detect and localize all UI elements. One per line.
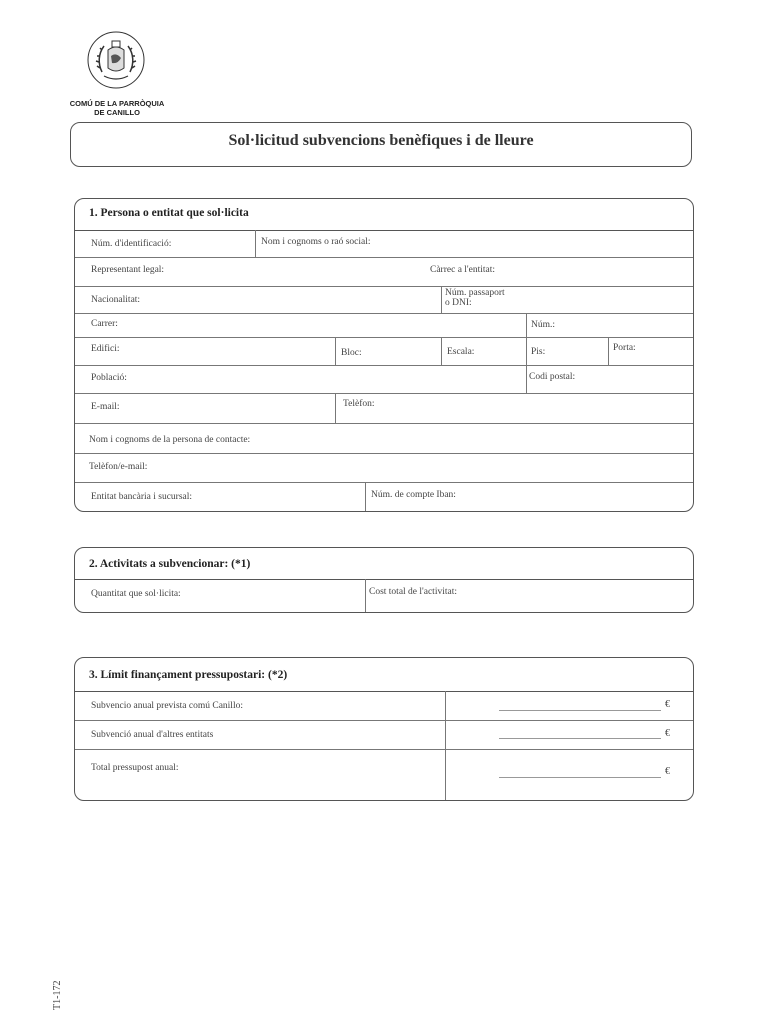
section-1-header bbox=[75, 199, 693, 231]
divider bbox=[441, 337, 442, 365]
row-nacionalitat bbox=[75, 286, 693, 314]
divider bbox=[365, 579, 366, 613]
passaport-label-1: Núm. passaport bbox=[445, 288, 505, 298]
divider bbox=[255, 230, 256, 257]
divider bbox=[526, 337, 527, 365]
section-2-header bbox=[75, 548, 693, 580]
field-escala[interactable]: Escala: bbox=[447, 347, 475, 357]
field-persona-contacte[interactable]: Nom i cognoms de la persona de contacte: bbox=[89, 435, 251, 445]
field-telefon-email[interactable]: Telèfon/e-mail: bbox=[89, 462, 148, 472]
form-title: Sol·licitud subvencions benèfiques i de lleure bbox=[228, 132, 534, 149]
divider bbox=[335, 393, 336, 423]
row-carrer bbox=[75, 313, 693, 338]
section-1-heading: 1. Persona o entitat que sol·licita bbox=[89, 207, 249, 219]
field-poblacio[interactable]: Població: bbox=[91, 373, 127, 383]
row-quantitat bbox=[75, 579, 693, 613]
divider bbox=[445, 720, 446, 749]
section-2-heading: 2. Activitats a subvencionar: (*1) bbox=[89, 558, 251, 570]
currency-1: € bbox=[665, 699, 670, 710]
section-3-header bbox=[75, 658, 693, 692]
title-box bbox=[70, 122, 692, 167]
row-subvencio-altres bbox=[75, 720, 693, 750]
amount-line-3[interactable] bbox=[499, 777, 661, 778]
section-3-heading: 3. Límit finançament pressupostari: (*2) bbox=[89, 669, 288, 681]
divider bbox=[335, 337, 336, 365]
divider bbox=[441, 286, 442, 313]
org-line-2: DE CANILLO bbox=[94, 107, 140, 117]
row-representant bbox=[75, 257, 693, 287]
currency-3: € bbox=[665, 766, 670, 777]
field-email[interactable]: E-mail: bbox=[91, 402, 120, 412]
row-contacte bbox=[75, 423, 693, 454]
currency-2: € bbox=[665, 728, 670, 739]
divider bbox=[608, 337, 609, 365]
organization-name bbox=[62, 100, 172, 117]
field-representant-legal[interactable]: Representant legal: bbox=[91, 265, 165, 275]
field-subvencio-comu: Subvencio anual prevista comú Canillo: bbox=[91, 701, 243, 711]
passaport-label-2: o DNI: bbox=[445, 298, 472, 308]
field-telefon[interactable]: Telèfon: bbox=[343, 399, 375, 409]
divider bbox=[365, 482, 366, 512]
form-code: T1-172 bbox=[52, 980, 63, 1010]
field-passaport-dni[interactable] bbox=[445, 288, 505, 308]
field-num-identificacio[interactable]: Núm. d'identificació: bbox=[91, 239, 172, 249]
field-porta[interactable]: Porta: bbox=[613, 343, 636, 353]
row-identification bbox=[75, 230, 693, 258]
field-quantitat[interactable]: Quantitat que sol·licita: bbox=[91, 589, 181, 599]
field-cost-total[interactable]: Cost total de l'activitat: bbox=[369, 587, 457, 597]
parish-seal-logo bbox=[86, 30, 146, 90]
field-edifici[interactable]: Edifici: bbox=[91, 344, 120, 354]
field-nom-cognoms[interactable]: Nom i cognoms o raó social: bbox=[261, 237, 371, 247]
row-banc bbox=[75, 482, 693, 512]
row-total-pressupost bbox=[75, 749, 693, 801]
divider bbox=[526, 313, 527, 337]
field-num[interactable]: Núm.: bbox=[531, 320, 556, 330]
row-poblacio bbox=[75, 365, 693, 394]
field-total-pressupost: Total pressupost anual: bbox=[91, 763, 179, 773]
section-applicant bbox=[74, 198, 694, 512]
field-pis[interactable]: Pis: bbox=[531, 347, 546, 357]
field-subvencio-altres: Subvenció anual d'altres entitats bbox=[91, 730, 214, 740]
field-nacionalitat[interactable]: Nacionalitat: bbox=[91, 295, 141, 305]
divider bbox=[445, 691, 446, 720]
section-activities bbox=[74, 547, 694, 613]
field-entitat-bancaria[interactable]: Entitat bancària i sucursal: bbox=[91, 492, 193, 502]
divider bbox=[526, 365, 527, 393]
field-compte-iban[interactable]: Núm. de compte Iban: bbox=[371, 490, 456, 500]
amount-line-1[interactable] bbox=[499, 710, 661, 711]
row-edifici bbox=[75, 337, 693, 366]
amount-line-2[interactable] bbox=[499, 738, 661, 739]
row-email bbox=[75, 393, 693, 424]
section-budget bbox=[74, 657, 694, 801]
field-carrec-entitat[interactable]: Càrrec a l'entitat: bbox=[430, 265, 496, 275]
row-subvencio-comu bbox=[75, 691, 693, 721]
field-carrer[interactable]: Carrer: bbox=[91, 319, 118, 329]
field-codi-postal[interactable]: Codi postal: bbox=[529, 372, 576, 382]
org-line-1: COMÚ DE LA PARRÒQUIA bbox=[69, 99, 165, 108]
row-telefon-email bbox=[75, 453, 693, 483]
divider bbox=[445, 749, 446, 801]
field-bloc[interactable]: Bloc: bbox=[341, 348, 362, 358]
